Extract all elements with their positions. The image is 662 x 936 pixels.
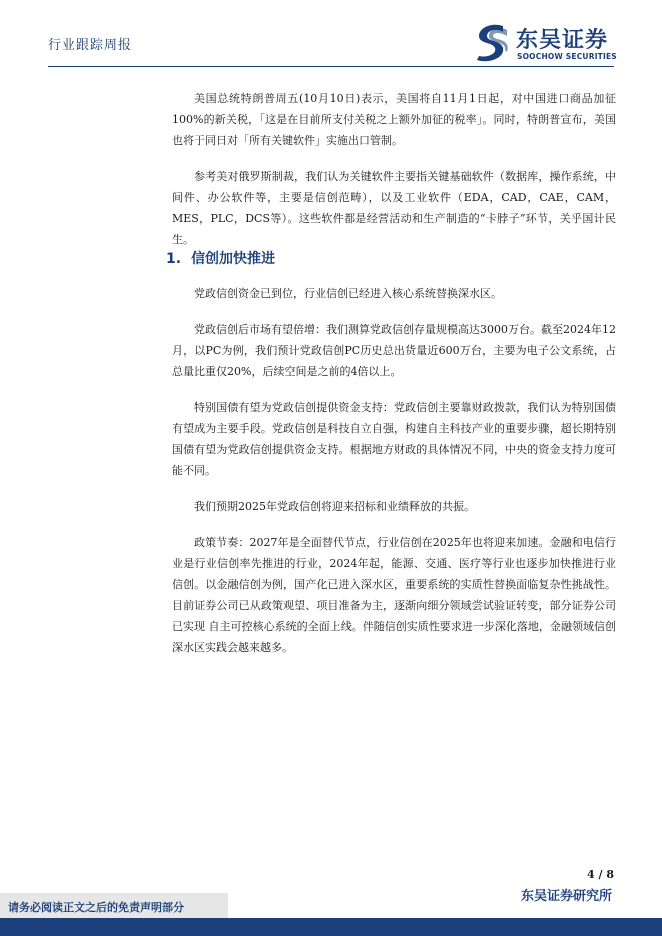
body-paragraph: 党政信创资金已到位，行业信创已经进入核心系统替换深水区。 [194, 287, 502, 300]
section-heading [166, 248, 275, 268]
soochow-logo-icon [473, 22, 511, 62]
page-number: 4 / 8 [587, 868, 614, 881]
intro-paragraph: 美国总统特朗普周五(10月10日)表示，美国将自11月1日起，对中国进口商品加征100%的新关税，「这是在目前所支付关税之上额外加征的税率」。同时，特朗普宣布，美国也将于同日对「所有关键软件」实施出口管制。 [172, 92, 616, 147]
section-title-text: 信创加快推进 [191, 251, 276, 267]
logo-chinese-name: 东吴证券 [516, 28, 609, 53]
intro-paragraph: 参考美对俄罗斯制裁，我们认为关键软件主要指关键基础软件（数据库，操作系统，中间件、办公软件等，主要是信创范畴），以及工业软件（EDA，CAD，CAE，CAM，MES，PLC，DCS等）。这些软件都是经营活动和生产制造的“卡脖子”环节，关乎国计民生。 [172, 170, 616, 246]
logo-english-name: SOOCHOW SECURITIES [517, 52, 617, 61]
body-paragraph: 特别国债有望为党政信创提供资金支持：党政信创主要靠财政拨款，我们认为特别国债有望成为主要手段。党政信创是科技自立自强，构建自主科技产业的重要步骤，超长期特别国债有望为党政信创提供资金支持。根据地方财政的具体情况不同，中央的资金支持力度可能不同。 [172, 401, 616, 477]
section-number: 1. [166, 251, 182, 267]
disclaimer-notice: 请务必阅读正文之后的免责声明部分 [8, 901, 184, 914]
section-body [172, 283, 616, 673]
body-paragraph: 政策节奏：2027年是全面替代节点，行业信创在2025年也将迎来加速。金融和电信行业是行业信创率先推进的行业，2024年起，能源、交通、医疗等行业也逐步加快推进行业信创。以金融信创为例，国产化已进入深水区，重要系统的实质性替换面临复杂性挑战性。目前证券公司已从政策观望、项目准备为主，逐渐向细分领域尝试验证转变，部分证券公司已实现 自主可控核心系统的全面上线。伴随信创实质性要求进一步深化落地，金融领域信创深水区实践会越来越多。 [172, 536, 616, 654]
report-type-label: 行业跟踪周报 [48, 38, 133, 53]
intro-section [172, 88, 616, 265]
header-divider [48, 66, 614, 67]
company-logo [473, 22, 623, 66]
body-paragraph: 党政信创后市场有望倍增：我们测算党政信创存量规模高达3000万台。截至2024年12月，以PC为例，我们预计党政信创PC历史总出货量近600万台，主要为电子公文系统，占总量比重仅20%，后续空间是之前的4倍以上。 [172, 323, 616, 378]
body-paragraph: 我们预期2025年党政信创将迎来招标和业绩释放的共振。 [194, 500, 475, 513]
institute-name: 东吴证券研究所 [520, 889, 612, 904]
footer-bar [0, 918, 662, 936]
